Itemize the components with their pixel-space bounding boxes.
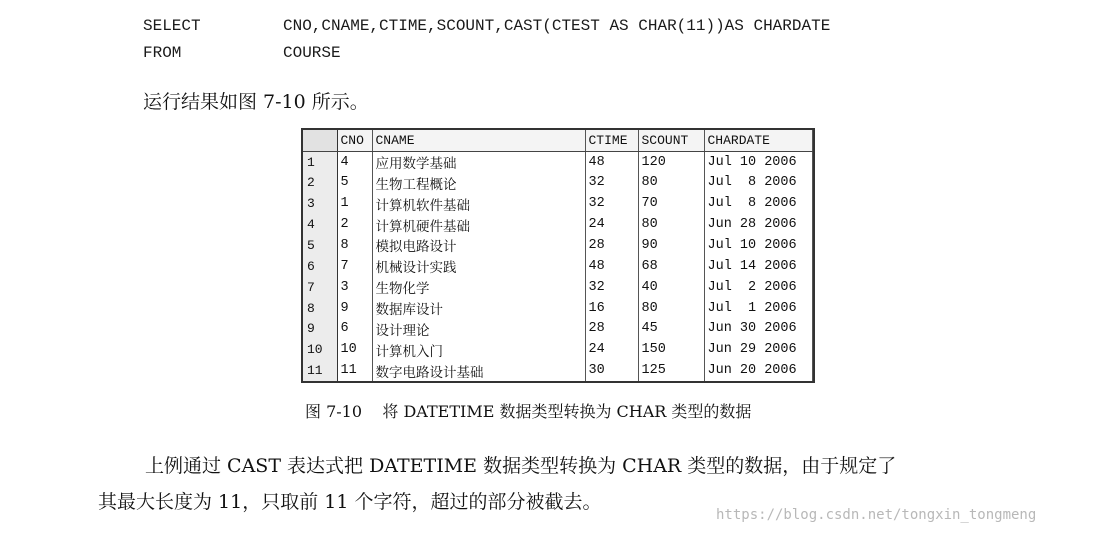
cell-chardate[interactable]: Jul 10 2006 <box>704 151 813 172</box>
cell-ctime[interactable]: 32 <box>585 193 638 214</box>
cell-cno[interactable]: 11 <box>337 360 372 381</box>
column-header-cno: CNO <box>337 130 372 151</box>
table-row[interactable] <box>303 214 813 235</box>
cell-ctime[interactable]: 24 <box>585 214 638 235</box>
cell-scount[interactable]: 45 <box>638 318 704 339</box>
table-row[interactable] <box>303 256 813 277</box>
cell-cno[interactable]: 1 <box>337 193 372 214</box>
cell-cno[interactable]: 8 <box>337 235 372 256</box>
cell-ctime[interactable]: 28 <box>585 318 638 339</box>
cell-scount[interactable]: 80 <box>638 173 704 194</box>
cell-ctime[interactable]: 24 <box>585 339 638 360</box>
row-number[interactable]: 10 <box>303 339 337 360</box>
cell-cname[interactable]: 生物化学 <box>372 277 585 298</box>
row-number-header <box>303 130 337 151</box>
cell-cno[interactable]: 5 <box>337 173 372 194</box>
paragraph-line-1: 上例通过 CAST 表达式把 DATETIME 数据类型转换为 CHAR 类型的数据，由于规定了 <box>145 455 897 477</box>
table-row[interactable] <box>303 339 813 360</box>
cell-ctime[interactable]: 28 <box>585 235 638 256</box>
watermark-url: https://blog.csdn.net/tongxin_tongmeng <box>716 507 1037 523</box>
cell-ctime[interactable]: 30 <box>585 360 638 381</box>
table-row[interactable] <box>303 193 813 214</box>
cell-scount[interactable]: 80 <box>638 298 704 319</box>
cell-ctime[interactable]: 48 <box>585 256 638 277</box>
cell-cno[interactable]: 9 <box>337 298 372 319</box>
cell-cno[interactable]: 10 <box>337 339 372 360</box>
cell-cno[interactable]: 3 <box>337 277 372 298</box>
figure-caption: 图 7-10 将 DATETIME 数据类型转换为 CHAR 类型的数据 <box>305 402 752 421</box>
sql-keyword-select: SELECT <box>143 17 201 35</box>
result-grid <box>301 128 815 383</box>
cell-chardate[interactable]: Jul 1 2006 <box>704 298 813 319</box>
cell-ctime[interactable]: 48 <box>585 151 638 172</box>
row-number[interactable]: 5 <box>303 235 337 256</box>
table-row[interactable] <box>303 173 813 194</box>
cell-scount[interactable]: 90 <box>638 235 704 256</box>
row-number[interactable]: 11 <box>303 360 337 381</box>
cell-chardate[interactable]: Jun 30 2006 <box>704 318 813 339</box>
cell-scount[interactable]: 125 <box>638 360 704 381</box>
cell-cname[interactable]: 机械设计实践 <box>372 256 585 277</box>
table-row[interactable] <box>303 318 813 339</box>
cell-ctime[interactable]: 32 <box>585 277 638 298</box>
cell-scount[interactable]: 70 <box>638 193 704 214</box>
sql-line-from <box>143 44 341 62</box>
cell-cname[interactable]: 计算机软件基础 <box>372 193 585 214</box>
cell-scount[interactable]: 40 <box>638 277 704 298</box>
cell-cname[interactable]: 应用数学基础 <box>372 151 585 172</box>
cell-scount[interactable]: 120 <box>638 151 704 172</box>
column-header-cname: CNAME <box>372 130 585 151</box>
table-row[interactable] <box>303 235 813 256</box>
intro-text: 运行结果如图 7-10 所示。 <box>143 91 369 113</box>
cell-chardate[interactable]: Jul 8 2006 <box>704 193 813 214</box>
column-header-ctime: CTIME <box>585 130 638 151</box>
row-number[interactable]: 3 <box>303 193 337 214</box>
cell-cname[interactable]: 模拟电路设计 <box>372 235 585 256</box>
row-number[interactable]: 8 <box>303 298 337 319</box>
cell-chardate[interactable]: Jun 28 2006 <box>704 214 813 235</box>
table-row[interactable] <box>303 298 813 319</box>
cell-scount[interactable]: 80 <box>638 214 704 235</box>
cell-chardate[interactable]: Jul 8 2006 <box>704 173 813 194</box>
cell-chardate[interactable]: Jun 20 2006 <box>704 360 813 381</box>
cell-ctime[interactable]: 16 <box>585 298 638 319</box>
row-number[interactable]: 6 <box>303 256 337 277</box>
cell-chardate[interactable]: Jun 29 2006 <box>704 339 813 360</box>
header-row <box>303 130 813 151</box>
table-row[interactable] <box>303 277 813 298</box>
cell-cno[interactable]: 4 <box>337 151 372 172</box>
cell-cname[interactable]: 设计理论 <box>372 318 585 339</box>
table-row[interactable] <box>303 360 813 381</box>
cell-chardate[interactable]: Jul 14 2006 <box>704 256 813 277</box>
table-row[interactable] <box>303 151 813 172</box>
result-table <box>303 130 813 381</box>
cell-cname[interactable]: 计算机硬件基础 <box>372 214 585 235</box>
row-number[interactable]: 4 <box>303 214 337 235</box>
cell-chardate[interactable]: Jul 2 2006 <box>704 277 813 298</box>
cell-cname[interactable]: 计算机入门 <box>372 339 585 360</box>
cell-cno[interactable]: 2 <box>337 214 372 235</box>
cell-ctime[interactable]: 32 <box>585 173 638 194</box>
row-number[interactable]: 7 <box>303 277 337 298</box>
cell-cname[interactable]: 数据库设计 <box>372 298 585 319</box>
cell-cname[interactable]: 生物工程概论 <box>372 173 585 194</box>
column-header-chardate: CHARDATE <box>704 130 813 151</box>
cell-cname[interactable]: 数字电路设计基础 <box>372 360 585 381</box>
row-number[interactable]: 9 <box>303 318 337 339</box>
cell-scount[interactable]: 68 <box>638 256 704 277</box>
sql-keyword-from: FROM <box>143 44 182 62</box>
row-number[interactable]: 2 <box>303 173 337 194</box>
sql-from-table: COURSE <box>283 44 341 62</box>
cell-scount[interactable]: 150 <box>638 339 704 360</box>
cell-cno[interactable]: 7 <box>337 256 372 277</box>
cell-chardate[interactable]: Jul 10 2006 <box>704 235 813 256</box>
sql-select-columns: CNO,CNAME,CTIME,SCOUNT,CAST(CTEST AS CHAR(11))AS CHARDATE <box>283 17 831 35</box>
cell-cno[interactable]: 6 <box>337 318 372 339</box>
paragraph-line-2: 其最大长度为 11，只取前 11 个字符，超过的部分被截去。 <box>98 491 602 513</box>
row-number[interactable]: 1 <box>303 151 337 172</box>
column-header-scount: SCOUNT <box>638 130 704 151</box>
sql-line-select <box>143 17 830 35</box>
